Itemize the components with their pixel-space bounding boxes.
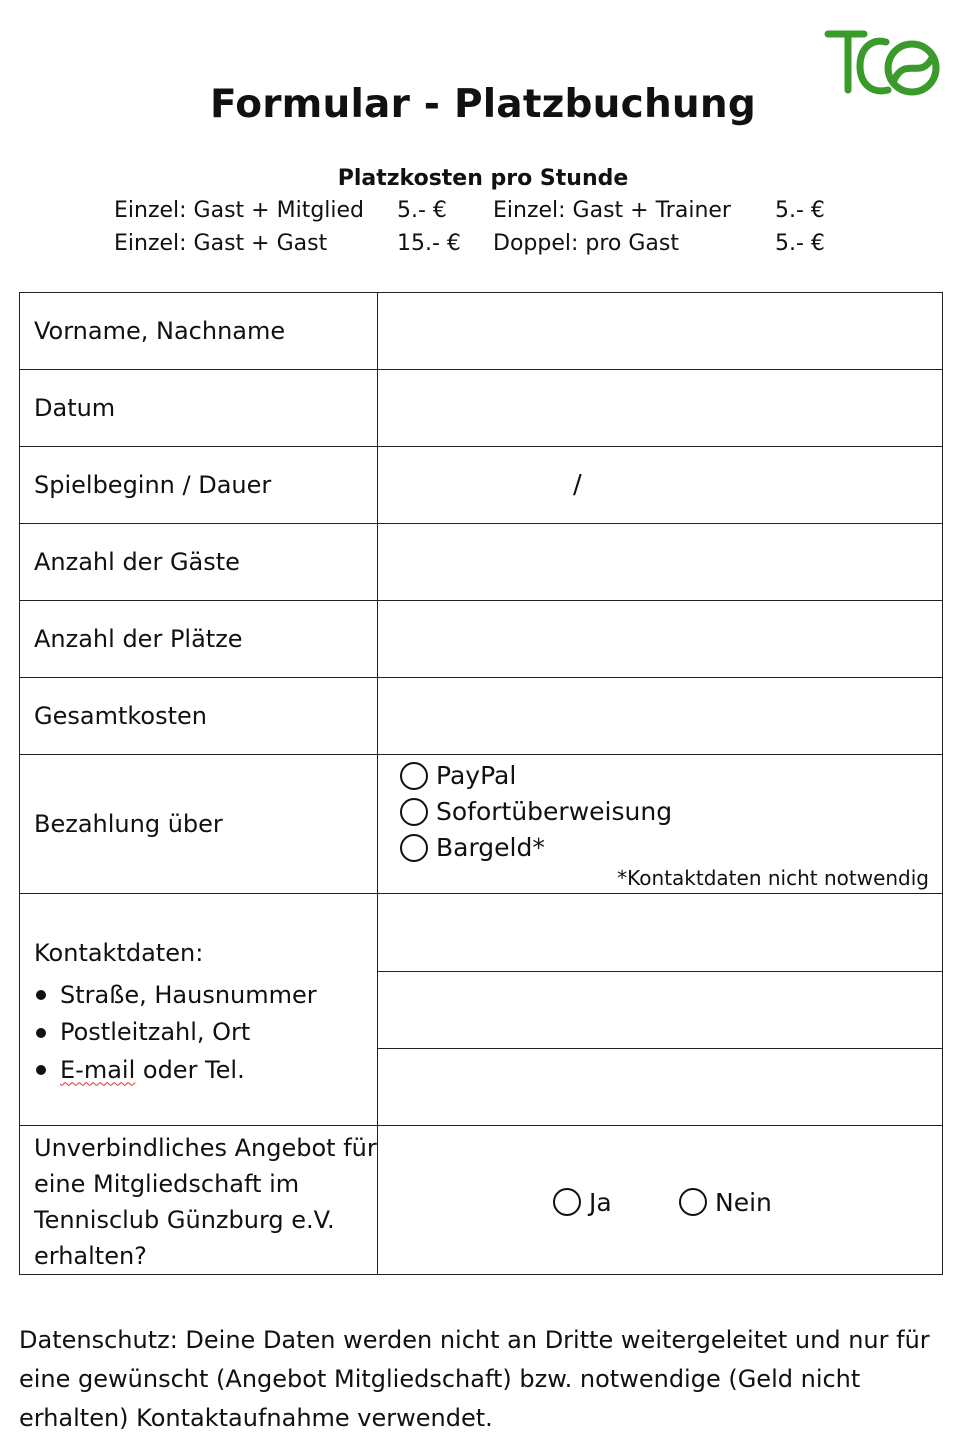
radio-icon[interactable] — [553, 1188, 581, 1216]
payment-option-cash[interactable] — [400, 833, 545, 862]
total-cost-label: Gesamtkosten — [20, 678, 378, 755]
contact-list — [34, 977, 317, 1090]
contact-label: Kontaktdaten: — [34, 938, 204, 967]
radio-icon[interactable] — [400, 798, 428, 826]
courts-field[interactable] — [378, 601, 943, 678]
payment-option-label: Sofortüberweisung — [436, 797, 673, 826]
price-value: 5.- € — [397, 198, 447, 223]
price-label: Einzel: Gast + Gast — [114, 231, 328, 256]
contact-item-label: Postleitzahl, Ort — [60, 1018, 251, 1046]
price-value: 5.- € — [775, 231, 825, 256]
offer-no-option[interactable] — [679, 1188, 772, 1217]
total-cost-field[interactable] — [378, 678, 943, 755]
page-title: Formular - Platzbuchung — [210, 82, 756, 127]
payment-option-label: PayPal — [436, 761, 517, 790]
guests-label: Anzahl der Gäste — [20, 524, 378, 601]
price-value: 15.- € — [397, 231, 461, 256]
spellcheck-word: E-mail — [60, 1055, 136, 1084]
start-duration-label: Spielbeginn / Dauer — [20, 447, 378, 524]
contact-email-field[interactable] — [378, 1048, 942, 1125]
prices-heading: Platzkosten pro Stunde — [337, 166, 629, 191]
radio-icon[interactable] — [679, 1188, 707, 1216]
contact-fields — [378, 894, 943, 1126]
bullet-icon — [36, 990, 46, 1000]
price-label: Einzel: Gast + Trainer — [493, 198, 731, 223]
booking-form — [19, 292, 943, 1275]
payment-option-paypal[interactable] — [400, 761, 516, 790]
membership-offer-label: Unverbindliches Angebot für eine Mitgliedschaft im Tennisclub Günzburg e.V. erhalten? — [20, 1126, 378, 1275]
bullet-icon — [36, 1028, 46, 1038]
list-item — [34, 977, 317, 1015]
name-label: Vorname, Nachname — [20, 293, 378, 370]
start-duration-separator: / — [573, 470, 582, 500]
payment-options — [378, 755, 943, 894]
offer-yes-option[interactable] — [553, 1188, 612, 1217]
price-label: Doppel: pro Gast — [493, 231, 679, 256]
date-field[interactable] — [378, 370, 943, 447]
bullet-icon — [36, 1065, 46, 1075]
payment-label: Bezahlung über — [20, 755, 378, 894]
guests-field[interactable] — [378, 524, 943, 601]
membership-offer-options — [378, 1126, 943, 1275]
payment-option-sofort[interactable] — [400, 797, 672, 826]
offer-no-label: Nein — [715, 1187, 772, 1217]
date-label: Datum — [20, 370, 378, 447]
offer-yes-label: Ja — [589, 1187, 612, 1217]
radio-icon[interactable] — [400, 834, 428, 862]
privacy-notice: Datenschutz: Deine Daten werden nicht an Dritte weitergeleitet und nur für eine gewünscht (Angebot Mitgliedschaft) bzw. notwendige (Geld nicht erhalten) Kontaktaufnahme verwendet. — [19, 1326, 930, 1432]
contact-address-field[interactable] — [378, 894, 942, 971]
payment-note: *Kontaktdaten nicht notwendig — [617, 866, 929, 890]
contact-item-label: Straße, Hausnummer — [60, 980, 317, 1009]
start-duration-field[interactable] — [378, 447, 943, 524]
price-value: 5.- € — [775, 198, 825, 223]
name-field[interactable] — [378, 293, 943, 370]
price-label: Einzel: Gast + Mitglied — [114, 198, 365, 223]
contact-label-cell — [20, 894, 378, 1126]
payment-option-label: Bargeld* — [436, 833, 545, 862]
radio-icon[interactable] — [400, 762, 428, 790]
list-item — [34, 1052, 317, 1090]
list-item — [34, 1014, 317, 1052]
contact-item-label: oder Tel. — [135, 1055, 245, 1084]
contact-postal-field[interactable] — [378, 971, 942, 1048]
courts-label: Anzahl der Plätze — [20, 601, 378, 678]
